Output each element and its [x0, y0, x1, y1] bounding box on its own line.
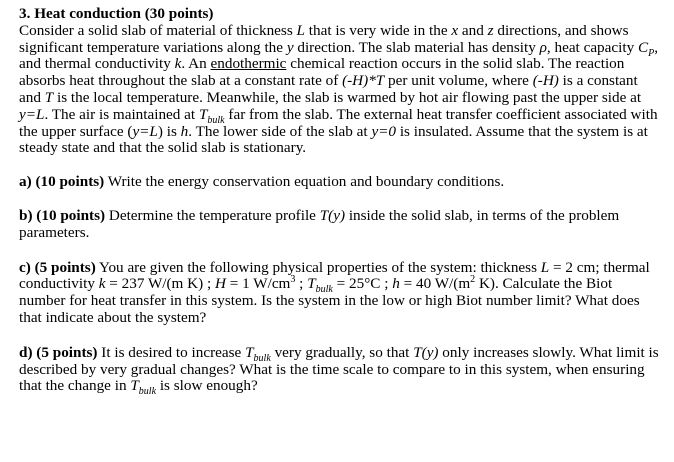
- part-a-label: a) (10 points): [19, 173, 105, 191]
- problem-intro: Consider a solid slab of material of thickness L that is very wide in the x and z directions, and shows significant temperature variations along the y direction. The slab material has density ρ, heat capacity $C_P$, and thermal conductivity k. An endothermic chemical reaction occurs in the solid slab. The reaction absorbs heat throughout the slab at a constant rate of (-H)*T per unit volume, where (-H) is a constant and T is the local temperature. Meanwhile, the slab is warmed by hot air flowing past the upper side at y=L. The air is maintained at $T_{bulk}$ far from the slab. The external heat transfer coefficient associated with the upper surface (y=L) is h. The lower side of the slab at y=0 is insulated. Assume that the system is at steady state and that the solid slab is stationary.: [19, 21, 659, 157]
- part-d: d) (5 points) It is desired to increase $T_{bulk}$ very gradually, so that T(y) only increases slowly. What limit is described by very gradual changes? What is the time scale to compare to in this system, when ensuring that the change in $T_{bulk}$ is slow enough?: [19, 343, 659, 398]
- part-a: a) (10 points) Write the energy conservation equation and boundary conditions.: [19, 173, 505, 191]
- part-b-label: b) (10 points): [19, 206, 106, 224]
- endothermic-term: endothermic: [210, 55, 287, 73]
- part-c: c) (5 points) You are given the following physical properties of the system: thickness L = 2 cm; thermal conductivity k = 237 W/(m K) ; H = 1 $W/cm^3$ ; $T_{bulk} = 25^\circ C$ ; h = 40 $W/(m^2$ K). Calculate the Biot number for heat transfer in this system. Is the system in the low or high Biot number limit? What does that indicate about the system?: [19, 258, 650, 326]
- part-d-label: d) (5 points): [19, 343, 98, 361]
- part-b: b) (10 points) Determine the temperature profile T(y) inside the solid slab, in terms of the problem parameters.: [19, 206, 620, 241]
- part-c-label: c) (5 points): [19, 258, 96, 276]
- problem-heading: 3. Heat conduction (30 points): [19, 5, 214, 22]
